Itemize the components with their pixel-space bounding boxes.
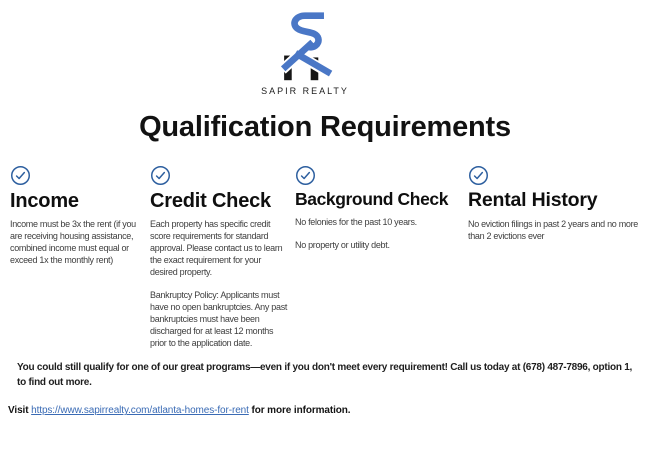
requirements-row [0,165,650,360]
brand-header [261,0,349,96]
visit-line [0,405,650,416]
sapir-realty-logo-icon [276,10,334,84]
requirement-heading: Rental History [468,189,598,212]
check-circle-icon [468,165,489,186]
website-link[interactable]: https://www.sapirrealty.com/atlanta-homes-for-rent [31,405,249,417]
visit-suffix: for more information. [248,405,351,417]
requirement-heading: Credit Check [150,190,271,213]
requirement-text: No felonies for the past 10 years. [295,216,417,227]
qualify-note: You could still qualify for one of our great programs—even if you don't meet every requirement! Call us today at (678) 487-7896, option 1, to find out more. [17,362,633,389]
requirement-heading: Income [10,190,79,213]
requirement-background-check [295,165,458,251]
requirement-credit-check [150,165,288,349]
requirement-income [10,165,146,266]
requirement-rental-history [468,165,646,242]
check-circle-icon [295,165,316,186]
requirement-text: Income must be 3x the rent (if you are receiving housing assistance, combined income must equal or exceed 1x the monthly rent) [10,219,136,266]
visit-prefix: Visit [8,405,32,417]
requirement-heading: Background Check [295,189,449,210]
requirement-text: Bankruptcy Policy: Applicants must have no open bankruptcies. Any past bankruptcies must have been discharged for at least 12 months prior to the application date. [150,290,288,349]
brand-name: SAPIR REALTY [261,86,349,96]
check-circle-icon [150,165,171,186]
check-circle-icon [10,165,31,186]
page-title: Qualification Requirements [139,111,511,143]
requirement-text: No property or utility debt. [295,239,390,250]
requirement-text: Each property has specific credit score requirements for standard approval. Please contact us to learn the exact requirement for your desired property. [150,219,283,278]
requirement-text: No eviction filings in past 2 years and no more than 2 evictions ever [468,218,638,241]
